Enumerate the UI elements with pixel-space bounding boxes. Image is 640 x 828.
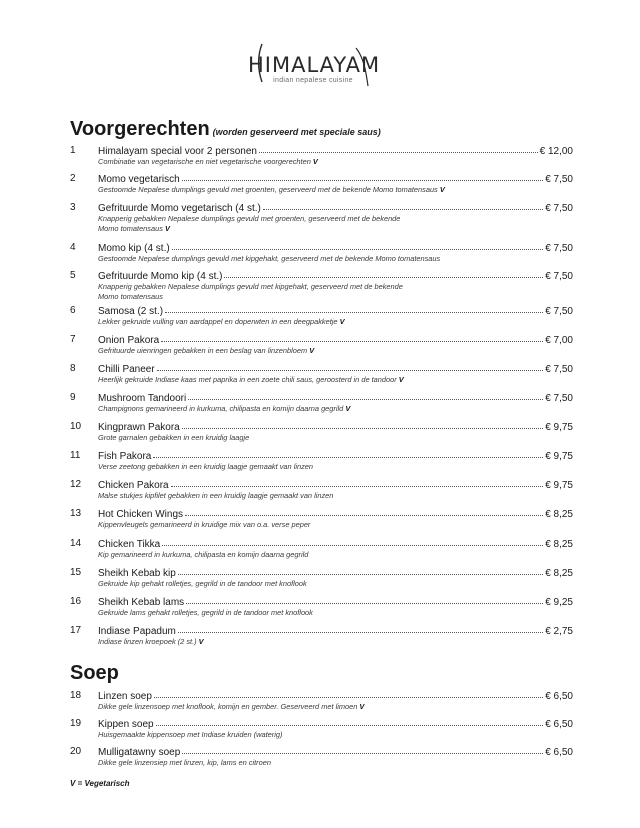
item-name: Samosa (2 st.) — [98, 306, 164, 317]
dot-leader — [162, 537, 543, 546]
vegetarian-legend: V = Vegetarisch — [70, 779, 130, 788]
item-number: 17 — [70, 625, 82, 636]
item-name: Linzen soep — [98, 691, 152, 702]
item-price: € 6,50 — [545, 691, 573, 702]
item-line — [98, 334, 573, 346]
item-name: Kingprawn Pakora — [98, 422, 180, 433]
vegetarian-marker: V — [309, 346, 315, 355]
item-line — [98, 596, 573, 608]
item-number: 1 — [70, 145, 76, 156]
item-description-text-2: Momo tomatensaus — [98, 291, 163, 301]
vegetarian-marker: V — [359, 702, 365, 711]
item-description — [98, 157, 518, 167]
item-number: 16 — [70, 596, 82, 607]
item-description — [98, 637, 518, 647]
section-voorgerechten-title — [70, 118, 381, 141]
vegetarian-marker: V — [312, 157, 318, 166]
item-description-text: Gekruide kip gehakt rolletjes, gegrild in de tandoor met knoflook — [98, 579, 307, 588]
item-description-text: Knapperig gebakken Nepalese dumplings gevuld met kipgehakt, geserveerd met de bekende — [98, 282, 403, 291]
item-line — [98, 567, 573, 579]
dot-leader — [263, 201, 543, 210]
item-line — [98, 242, 573, 254]
item-description-text-2: Momo tomatensaus — [98, 223, 163, 233]
item-price: € 7,50 — [545, 393, 573, 404]
item-line — [98, 145, 573, 157]
item-description — [98, 433, 518, 443]
item-description-text: Combinatie van vegetarische en niet vegetarische voorgerechten — [98, 157, 311, 166]
item-description-text: Gekruide lams gehakt rolletjes, gegrild in de tandoor met knoflook — [98, 608, 313, 617]
item-description — [98, 346, 518, 356]
item-price: € 9,75 — [545, 480, 573, 491]
item-description — [98, 317, 518, 327]
item-description-text: Heerlijk gekruide Indiase kaas met paprika in een zoete chili saus, geroosterd in de tandoor — [98, 375, 397, 384]
item-price: € 7,00 — [545, 335, 573, 346]
item-line — [98, 718, 573, 730]
dot-leader — [259, 144, 538, 153]
item-name: Sheikh Kebab lams — [98, 597, 185, 608]
item-name: Fish Pakora — [98, 451, 152, 462]
item-line — [98, 392, 573, 404]
dot-leader — [188, 391, 543, 400]
dot-leader — [186, 595, 543, 604]
item-description — [98, 375, 518, 385]
item-name: Momo vegetarisch — [98, 174, 180, 185]
item-description — [98, 520, 518, 530]
item-line — [98, 625, 573, 637]
vegetarian-marker: V — [398, 375, 404, 384]
dot-leader — [172, 241, 544, 250]
vegetarian-marker: V — [164, 223, 170, 233]
item-description — [98, 282, 518, 301]
section-title-text: Voorgerechten — [70, 118, 210, 140]
item-price: € 9,75 — [545, 451, 573, 462]
dot-leader — [178, 566, 543, 575]
item-number: 5 — [70, 270, 76, 281]
item-name: Chilli Paneer — [98, 364, 155, 375]
item-description — [98, 491, 518, 501]
item-description-text: Gestoomde Nepalese dumplings gevuld met groenten, geserveerd met de bekende Momo tomatensaus — [98, 185, 438, 194]
vegetarian-marker: V — [339, 317, 345, 326]
item-price: € 8,25 — [545, 509, 573, 520]
item-name: Indiase Papadum — [98, 626, 176, 637]
item-price: € 7,50 — [545, 243, 573, 254]
item-description-text: Grote garnalen gebakken in een kruidig laagje — [98, 433, 250, 442]
item-name: Onion Pakora — [98, 335, 160, 346]
item-description-text: Gestoomde Nepalese dumplings gevuld met kipgehakt, geserveerd met de bekende Momo tomatensaus — [98, 254, 441, 263]
dot-leader — [165, 304, 543, 313]
item-description — [98, 758, 518, 768]
item-description — [98, 702, 518, 712]
dot-leader — [154, 689, 543, 698]
item-description — [98, 608, 518, 618]
item-price: € 7,50 — [545, 203, 573, 214]
item-name: Kippen soep — [98, 719, 154, 730]
item-description-text: Malse stukjes kipfilet gebakken in een kruidig laagje gemaakt van linzen — [98, 491, 334, 500]
item-price: € 7,50 — [545, 364, 573, 375]
item-number: 12 — [70, 479, 82, 490]
item-description-text: Verse zeetong gebakken in een kruidig laagje gemaakt van linzen — [98, 462, 314, 471]
dot-leader — [182, 745, 543, 754]
item-number: 8 — [70, 363, 76, 374]
dot-leader — [185, 507, 543, 516]
item-description — [98, 579, 518, 589]
item-number: 9 — [70, 392, 76, 403]
item-description — [98, 730, 518, 740]
dot-leader — [171, 478, 544, 487]
item-number: 11 — [70, 450, 81, 461]
item-description-text: Dikke gele linzensoep met knoflook, komijn en gember. Geserveerd met limoen — [98, 702, 358, 711]
item-line — [98, 202, 573, 214]
item-name: Hot Chicken Wings — [98, 509, 184, 520]
item-number: 18 — [70, 690, 82, 701]
dot-leader — [182, 420, 543, 429]
item-price: € 6,50 — [545, 747, 573, 758]
item-number: 3 — [70, 202, 76, 213]
item-number: 2 — [70, 173, 76, 184]
item-line — [98, 305, 573, 317]
vegetarian-marker: V — [198, 637, 204, 646]
item-name: Chicken Pakora — [98, 480, 169, 491]
item-description-text: Champignons gemarineerd in kurkuma, chilipasta en komijn daarna gegrild — [98, 404, 344, 413]
brand-tagline: indian nepalese cuisine — [273, 77, 353, 84]
item-number: 6 — [70, 305, 76, 316]
dot-leader — [182, 172, 543, 181]
item-number: 19 — [70, 718, 82, 729]
item-name: Gefrituurde Momo vegetarisch (4 st.) — [98, 203, 261, 214]
item-description-text: Dikke gele linzensiep met linzen, kip, lams en citroen — [98, 758, 271, 767]
item-description — [98, 254, 518, 264]
item-price: € 7,50 — [545, 306, 573, 317]
item-name: Chicken Tikka — [98, 539, 161, 550]
item-description-text: Knapperig gebakken Nepalese dumplings gevuld met groenten, geserveerd met de bekende — [98, 214, 401, 223]
item-description — [98, 185, 518, 195]
item-line — [98, 173, 573, 185]
item-number: 7 — [70, 334, 76, 345]
item-name: Mushroom Tandoori — [98, 393, 187, 404]
item-description-text: Gefrituurde uienringen gebakken in een beslag van linzenbloem — [98, 346, 308, 355]
item-line — [98, 690, 573, 702]
item-line — [98, 270, 573, 282]
item-description-text: Huisgemaakte kippensoep met Indiase kruiden (waterig) — [98, 730, 283, 739]
item-price: € 8,25 — [545, 568, 573, 579]
item-price: € 7,50 — [545, 174, 573, 185]
item-number: 4 — [70, 242, 76, 253]
item-name: Sheikh Kebab kip — [98, 568, 176, 579]
item-name: Mulligatawny soep — [98, 747, 181, 758]
item-line — [98, 421, 573, 433]
item-name: Gefrituurde Momo kip (4 st.) — [98, 271, 223, 282]
dot-leader — [157, 362, 543, 371]
item-line — [98, 450, 573, 462]
item-description — [98, 214, 518, 233]
item-line — [98, 363, 573, 375]
item-line — [98, 746, 573, 758]
section-soep-title — [70, 662, 119, 685]
dot-leader — [153, 449, 543, 458]
item-line — [98, 538, 573, 550]
logo-swash-icon — [248, 38, 381, 90]
item-description-text: Lekker gekruide vulling van aardappel en doperwten in een deegpakketje — [98, 317, 338, 326]
item-description — [98, 404, 518, 414]
item-description-text: Kip gemarineerd in kurkuma, chilipasta en komijn daarna gegrild — [98, 550, 309, 559]
item-price: € 2,75 — [545, 626, 573, 637]
item-price: € 9,25 — [545, 597, 573, 608]
item-description — [98, 550, 518, 560]
vegetarian-marker: V — [345, 404, 351, 413]
item-number: 14 — [70, 538, 82, 549]
item-line — [98, 479, 573, 491]
item-price: € 7,50 — [545, 271, 573, 282]
item-number: 15 — [70, 567, 82, 578]
item-description-text: Indiase linzen kroepoek (2 st.) — [98, 637, 197, 646]
item-line — [98, 508, 573, 520]
item-name: Himalayam special voor 2 personen — [98, 146, 257, 157]
item-number: 13 — [70, 508, 82, 519]
item-number: 20 — [70, 746, 82, 757]
section-title-text: Soep — [70, 662, 119, 684]
dot-leader — [224, 269, 543, 278]
item-number: 10 — [70, 421, 82, 432]
item-price: € 6,50 — [545, 719, 573, 730]
dot-leader — [161, 333, 543, 342]
dot-leader — [178, 624, 543, 633]
item-price: € 9,75 — [545, 422, 573, 433]
section-note: (worden geserveerd met speciale saus) — [212, 127, 381, 137]
item-description-text: Kippenvleugels gemarineerd in kruidige mix van o.a. verse peper — [98, 520, 311, 529]
vegetarian-marker: V — [439, 185, 445, 194]
dot-leader — [156, 717, 544, 726]
item-name: Momo kip (4 st.) — [98, 243, 170, 254]
item-price: € 12,00 — [539, 146, 573, 157]
item-price: € 8,25 — [545, 539, 573, 550]
brand-logo — [248, 38, 381, 90]
brand-name: HIMALAYAM — [248, 53, 381, 77]
item-description — [98, 462, 518, 472]
